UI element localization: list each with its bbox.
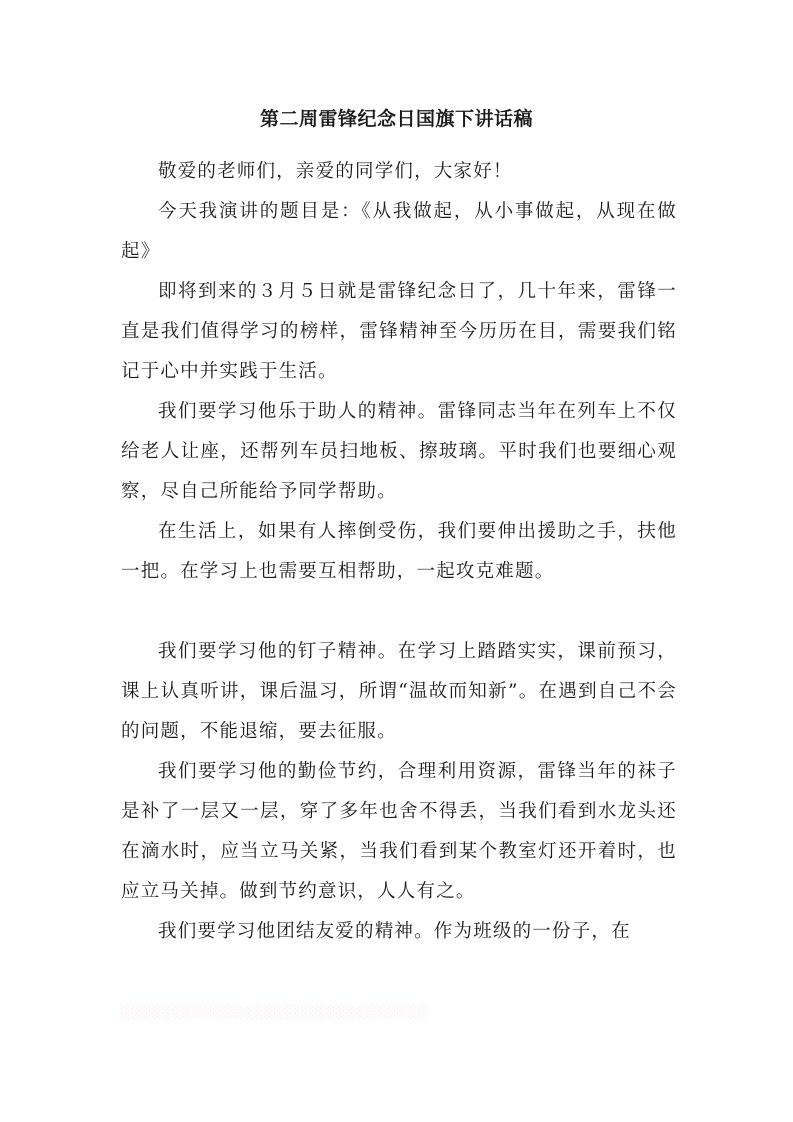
faint-watermark-band: ░░░░░░░░░░░░░░░░░░░░░░░░░░░░░░ (121, 1005, 428, 1019)
paragraph-unity: 我们要学习他团结友爱的精神。作为班级的一份子，在 (158, 921, 631, 942)
paragraph-greeting: 敬爱的老师们，亲爱的同学们，大家好！ (158, 161, 513, 182)
paragraph-helping: 我们要学习他乐于助人的精神。雷锋同志当年在列车上不仅给老人让座，还帮列车员扫地板、擦玻璃。平时我们也要细心观察，尽自己所能给予同学帮助。 (121, 401, 677, 502)
paragraph-nail-spirit: 我们要学习他的钉子精神。在学习上踏踏实实，课前预习，课上认真听讲，课后温习，所谓“温故而知新”。在遇到自己不会的问题，不能退缩，要去征服。 (121, 641, 677, 742)
paragraph-topic: 今天我演讲的题目是：《从我做起，从小事做起，从现在做起》 (121, 201, 677, 262)
paragraph-intro: 即将到来的３月５日就是雷锋纪念日了，几十年来，雷锋一直是我们值得学习的榜样，雷锋精神至今历历在目，需要我们铭记于心中并实践于生活。 (121, 281, 677, 382)
paragraph-thrift: 我们要学习他的勤俭节约，合理利用资源，雷锋当年的袜子是补了一层又一层，穿了多年也舍不得丢，当我们看到水龙头还在滴水时，应当立马关紧，当我们看到某个教室灯还开着时，也应立马关掉。做到节约意识，人人有之。 (121, 761, 677, 902)
document-body (121, 152, 677, 952)
document-title: 第二周雷锋纪念日国旗下讲话稿 (259, 108, 533, 130)
paragraph-daily-life: 在生活上，如果有人摔倒受伤，我们要伸出援助之手，扶他一把。在学习上也需要互相帮助，一起攻克难题。 (121, 521, 677, 582)
